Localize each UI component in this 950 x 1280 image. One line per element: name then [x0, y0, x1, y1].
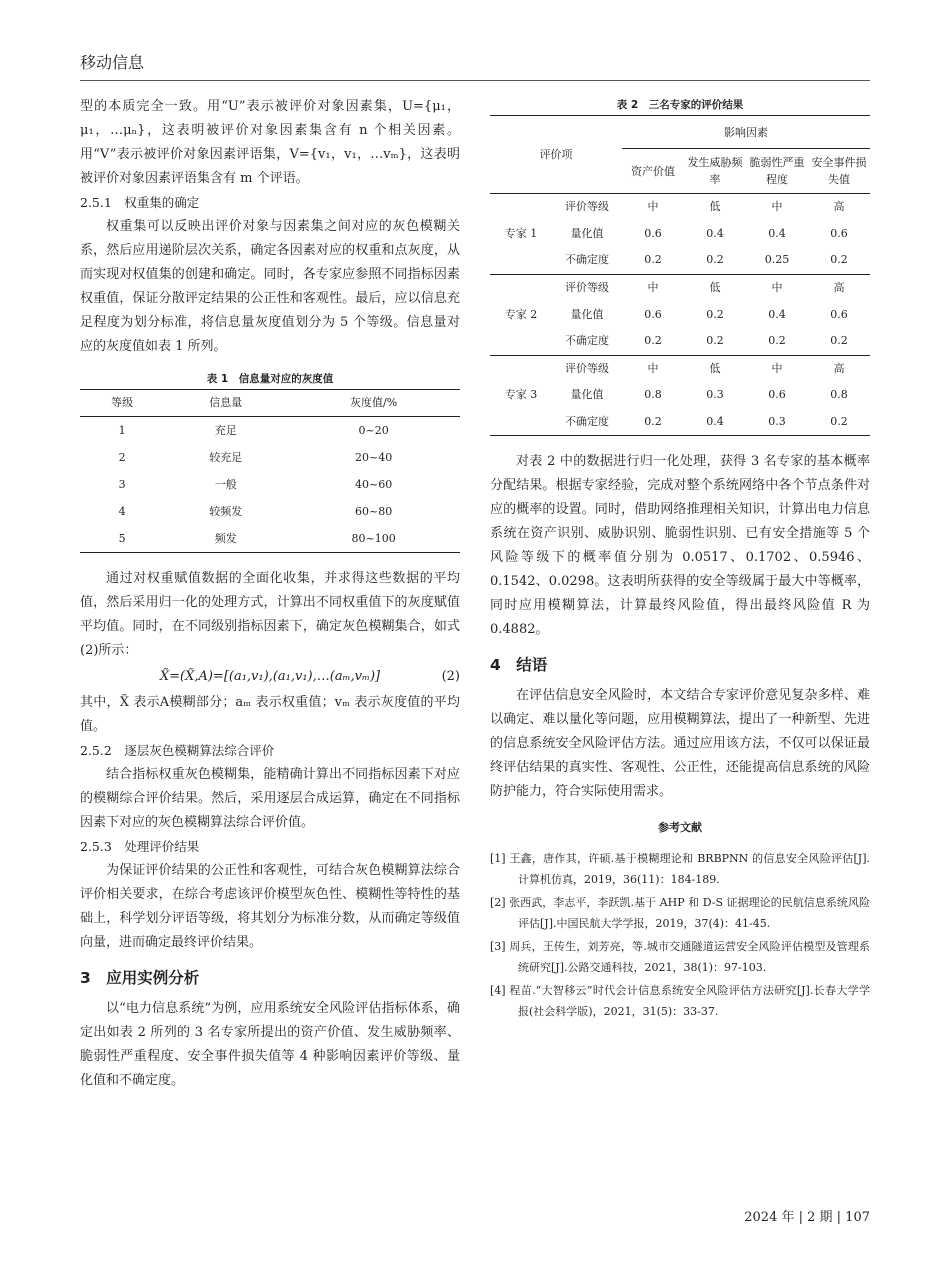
section-4-heading: 4 结语 — [490, 656, 548, 675]
table-row — [80, 471, 460, 498]
reference-item: [4] 程苗.“大智移云”时代会计信息系统安全风险评估方法研究[J].长春大学学报(社会科学版)，2021，31(5)：33-37. — [490, 984, 870, 1019]
table-cell: 40~60 — [355, 477, 393, 491]
table-cell: 量化值 — [570, 307, 604, 321]
table-row — [490, 355, 870, 382]
table-cell: 高 — [833, 361, 845, 375]
table-cell: 高 — [833, 281, 845, 295]
table-cell: 0.2 — [622, 247, 684, 274]
formula-body: X̃=(X̃,A)=[(a₁,v₁),(a₁,v₁),…(aₘ,vₘ)] — [159, 669, 381, 684]
section-3-heading: 3 应用实例分析 — [80, 969, 200, 987]
table-cell: 0.2 — [808, 247, 870, 274]
table-cell: 0.6 — [644, 226, 662, 240]
table-cell: 评价等级 — [565, 200, 609, 214]
table1 — [80, 389, 460, 553]
formula-number: (2) — [441, 669, 460, 684]
table-cell: 4 — [118, 504, 126, 518]
table-cell: 评价等级 — [565, 361, 609, 375]
table-cell: 0.6 — [644, 307, 662, 321]
table-cell: 0.2 — [684, 247, 746, 274]
table-cell: 量化值 — [570, 388, 604, 402]
expert-name: 专家 3 — [504, 388, 538, 402]
table-row — [490, 274, 870, 301]
table-row — [80, 444, 460, 471]
table-cell: 低 — [709, 361, 721, 375]
paragraph-intro: 型的本质完全一致。用“U”表示被评价对象因素集，U={μ₁，μ₁，…μₙ}，这表明被评价对象因素集含有 n 个相关因素。用“V”表示被评价对象因素评语集，V={v₁，v₁，…vₘ}，这表明被评价对象因素评语集含有 m 个评语。 — [80, 99, 460, 186]
subsection-2-5-3: 2.5.3 处理评价结果 — [80, 839, 200, 854]
table-cell: 中 — [771, 361, 783, 375]
table-cell: 0.6 — [830, 307, 848, 321]
table-cell: 中 — [647, 361, 659, 375]
table-cell: 0.3 — [706, 388, 724, 402]
table2-factor-header: 安全事件损失值 — [808, 149, 870, 194]
table-cell: 60~80 — [355, 504, 393, 518]
running-header — [80, 50, 870, 81]
paragraph-conclusion: 在评估信息安全风险时，本文结合专家评价意见复杂多样、难以确定、难以量化等问题，应用模糊算法，提出了一种新型、先进的信息系统安全风险评估方法。通过应用该方法，不仅可以保证最终评估结果的真实性、客观性、公正性，还能提高信息系统的风险防护能力，符合实际使用需求。 — [490, 688, 870, 800]
table2-header-item: 评价项 — [490, 116, 622, 194]
table-cell: 0.4 — [768, 307, 786, 321]
table1-header: 灰度值/% — [287, 390, 460, 417]
table-cell: 0.2 — [684, 328, 746, 355]
table-cell: 0.8 — [830, 388, 848, 402]
table-cell: 一般 — [214, 477, 237, 491]
formula-2 — [80, 665, 460, 689]
table-cell: 0.2 — [644, 415, 662, 429]
table-cell: 0.8 — [644, 388, 662, 402]
paragraph-where: 其中，X̃ 表示A模糊部分；aₘ 表示权重值；vₘ 表示灰度值的平均值。 — [80, 695, 460, 734]
table-cell: 20~40 — [355, 450, 393, 464]
table-row — [80, 525, 460, 553]
table-cell: 中 — [647, 200, 659, 214]
right-column — [490, 95, 870, 1024]
expert-name: 专家 1 — [490, 194, 552, 275]
table-cell: 0.4 — [706, 226, 724, 240]
table-cell: 0.4 — [768, 226, 786, 240]
table-cell: 评价等级 — [565, 281, 609, 295]
paragraph-2-5-3: 为保证评价结果的公正性和客观性，可结合灰色模糊算法综合评价相关要求，在综合考虑该评价模型灰色性、模糊性等特性的基础上，科学划分评语等级，将其划分为标准分数，从而确定等级值向量，进而确定最终评价结果。 — [80, 863, 460, 950]
table2 — [490, 115, 870, 436]
paragraph-normalization: 对表 2 中的数据进行归一化处理，获得 3 名专家的基本概率分配结果。根据专家经验，完成对整个系统网络中各个节点条件对应的概率的设置。同时，借助网络推理相关知识，计算出电力信息系统在资产识别、威胁识别、脆弱性识别、已有安全措施等 5 个风险等级下的概率值分别为 0.0517、0.1702、0.5946、0.1542、0.0298。这表明所获得的安全等级属于最大中等概率，同时应用模糊算法，计算最终风险值，得出最终风险值 R 为 0.4882。 — [490, 454, 870, 638]
table-cell: 充足 — [214, 423, 237, 437]
subsection-2-5-2: 2.5.2 逐层灰色模糊算法综合评价 — [80, 743, 275, 758]
table-cell: 0.4 — [706, 415, 724, 429]
table-cell: 3 — [118, 477, 126, 491]
table-cell: 0.2 — [830, 415, 848, 429]
table-row — [80, 498, 460, 525]
journal-name: 移动信息 — [80, 53, 145, 72]
table-cell: 0~20 — [358, 423, 389, 437]
table-cell: 不确定度 — [552, 247, 622, 274]
page-footer: 2024 年 | 2 期 | 107 — [744, 1210, 870, 1225]
table1-caption: 表 1 信息量对应的灰度值 — [206, 373, 334, 385]
table-cell: 量化值 — [570, 226, 604, 240]
table-cell: 5 — [118, 531, 126, 545]
table-cell: 中 — [771, 281, 783, 295]
table-cell: 低 — [709, 200, 721, 214]
table-cell: 低 — [709, 281, 721, 295]
table-cell: 0.3 — [768, 415, 786, 429]
paragraph-after-table1: 通过对权重赋值数据的全面化收集，并求得这些数据的平均值，然后采用归一化的处理方式，计算出不同权重值下的灰度赋值平均值。同时，在不同级别指标因素下，确定灰色模糊集合，如式(2)所示： — [80, 571, 460, 658]
table-cell: 较充足 — [209, 450, 243, 464]
table1-header: 等级 — [80, 390, 164, 417]
paragraph-2-5-2: 结合指标权重灰色模糊集，能精确计算出不同指标因素下对应的模糊综合评价结果。然后，采用逐层合成运算，确定在不同指标因素下对应的灰色模糊算法综合评价值。 — [80, 767, 460, 830]
table2-header-group: 影响因素 — [622, 116, 870, 149]
table-cell: 不确定度 — [552, 328, 622, 355]
table-cell: 不确定度 — [565, 415, 609, 429]
table-cell: 0.2 — [706, 307, 724, 321]
paragraph-3: 以“电力信息系统”为例，应用系统安全风险评估指标体系，确定出如表 2 所列的 3 名专家所提出的资产价值、发生威胁频率、脆弱性严重程度、安全事件损失值等 4 种影响因素评价等级、量化值和不确定度。 — [80, 1001, 460, 1088]
reference-item: [1] 王鑫，唐作其，许硕.基于模糊理论和 BRBPNN 的信息安全风险评估[J].计算机仿真，2019，36(11)：184-189. — [490, 852, 870, 887]
table-cell: 较频发 — [209, 504, 243, 518]
table-cell: 0.6 — [768, 388, 786, 402]
subsection-2-5-1: 2.5.1 权重集的确定 — [80, 195, 200, 210]
paragraph-2-5-1: 权重集可以反映出评价对象与因素集之间对应的灰色模糊关系，然后应用递阶层次关系，确定各因素对应的权重和点灰度，从而实现对权值集的创建和确定。同时，各专家应参照不同指标因素权重值，保证分散评定结果的公正性和客观性。最后，应以信息充足程度为划分标准，将信息量灰度值划分为 5 个等级。信息量对应的灰度值如表 1 所列。 — [80, 219, 460, 354]
table-row — [490, 194, 870, 221]
table-cell: 0.2 — [622, 328, 684, 355]
table-cell: 0.25 — [746, 247, 808, 274]
table-row — [80, 417, 460, 445]
left-column — [80, 95, 460, 1093]
table-cell: 高 — [833, 200, 845, 214]
table-cell: 中 — [647, 281, 659, 295]
table2-factor-header: 发生威胁频率 — [684, 149, 746, 194]
table-cell: 0.2 — [808, 328, 870, 355]
table-cell: 2 — [118, 450, 126, 464]
table2-factor-header: 脆弱性严重程度 — [746, 149, 808, 194]
table-cell: 80~100 — [351, 531, 396, 545]
references-title: 参考文献 — [658, 821, 702, 835]
table1-header: 信息量 — [164, 390, 287, 417]
table2-factor-header: 资产价值 — [622, 149, 684, 194]
reference-item: [3] 周兵，王传生，刘芳亮，等.城市交通隧道运营安全风险评估模型及管理系统研究[J].公路交通科技，2021，38(1)：97-103. — [490, 940, 870, 975]
table2-caption: 表 2 三名专家的评价结果 — [616, 99, 744, 111]
table-cell: 0.2 — [746, 328, 808, 355]
table-cell: 频发 — [214, 531, 237, 545]
expert-name: 专家 2 — [490, 274, 552, 355]
table-cell: 1 — [118, 423, 126, 437]
table-cell: 0.6 — [830, 226, 848, 240]
reference-item: [2] 张西武，李志平，李跃凯.基于 AHP 和 D-S 证据理论的民航信息系统风险评估[J].中国民航大学学报，2019，37(4)：41-45. — [490, 896, 870, 931]
table-cell: 中 — [771, 200, 783, 214]
